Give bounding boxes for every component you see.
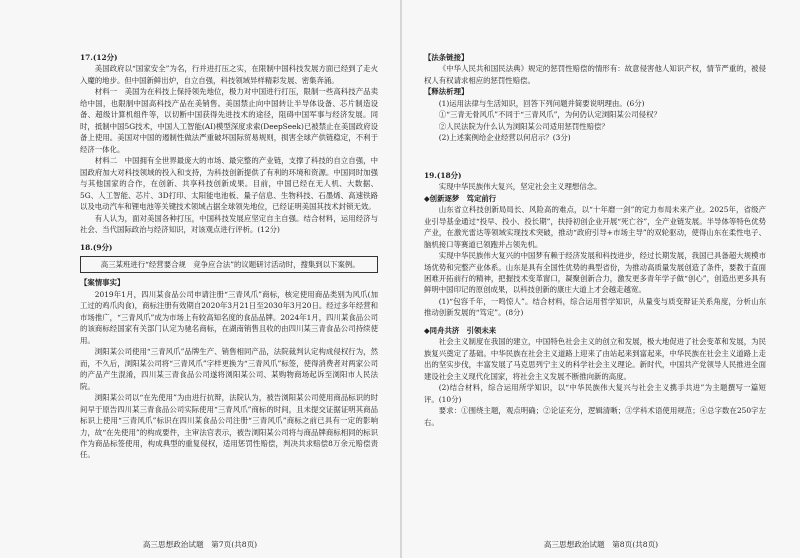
q19-intro: 实现中华民族伟大复兴，坚定社会主义理想信念。 <box>438 182 602 192</box>
q18-intro: 高三某班进行“经营要合规 竞争应合法”的议题研讨活动时，搜集到以下案例。 <box>100 259 360 269</box>
page-footer-right: 高三思想政治试题 第8页(共8页) <box>543 540 659 549</box>
analysis-question-2: (2)上述案例给企业经营以何启示？(3分) <box>438 133 571 143</box>
section-1-title: ◆创新逐梦 笃定前行 <box>424 193 497 203</box>
q17-material-2: 材料二 中国拥有全世界最庞大的市场、最完整的产业链，支撑了科技的自立自强，中国政府加大对科技领域的投入和支持，为科技创新提供了有利的环境和资源。中国同时加强与其他国家的合作，在创新、共享科技创新成果。目前，中国已经在无人机、大数据、5G、人工智能、芯片、3D打印、太阳能电池板、量子信息、生物科技、石墨烯、高速铁路以及电动汽车和锂电池等关键技术领域占据全球领先地位，已经证明美国其技术封锁无效。 <box>80 156 378 212</box>
analysis-question-1: (1)运用法律与生活知识，回答下列问题并简要说明理由。(6分) <box>438 98 645 108</box>
q17-question: 有人认为，面对美国各种打压，中国科技发展应坚定自主自强。结合材料，运用经济与社会、当代国际政治与经济知识，对该观点进行评析。(12分) <box>80 213 378 235</box>
q19-heading: 19.(18分) <box>424 170 462 180</box>
q18-heading: 18.(9分) <box>80 242 113 252</box>
q18-topic-box <box>80 256 378 273</box>
analysis-sub-1: ①“三青无骨风爪”不同于“三青风爪”，为何仍认定浏阳某公司侵权？ <box>438 110 661 120</box>
exam-page-8 <box>402 0 800 558</box>
analysis-sub-2: ②人民法院为什么认为浏阳某公司适用惩罚性赔偿？ <box>438 121 609 131</box>
case-paragraph-2: 浏阳某公司使用“三青风爪”品牌生产、销售相同产品，法院裁判认定构成侵权行为，然而，不久后，浏阳某公司将“三青风爪”字样更换为“三青风爪”标签，使得消费者对两家公司的产品产生混淆，四川某三青食品公司遂将浏阳某公司、某购物商场起诉至浏阳市人民法院。 <box>80 347 378 391</box>
case-facts-label: 【案情事实】 <box>80 278 125 288</box>
q17-intro: 美国政府以“国家安全”为名，行并进打压之实，在限制中国科技发展方面已经到了走火入魔的地步。但中国新鲜出炉，自立自强，科技领域异样精彩发展、密集奔涌。 <box>80 64 378 85</box>
q17-heading: 17.(12分) <box>80 53 118 62</box>
law-text: 《中华人民共和国民法典》规定的惩罚性赔偿的情形有：故意侵害他人知识产权，情节严重的，被侵权人有权请求相应的惩罚性赔偿。 <box>424 64 766 85</box>
case-paragraph-3: 浏阳某公司以“在先使用”为由进行抗辩，法院认为，被告浏阳某公司使用商品标识的时间早于原告四川某三青食品公司实际使用“三青风爪”商标的时间，且未提交证据证明其商品标识上使用“三青风爪”标识在四川某食品公司注册“三青风爪”商标之前已具有一定的影响力，故“在先使用”的构成要件，主审法官表示，被告浏阳某公司将与商品牌商标相同的标识作为商品标签使用，构成典型的重复侵权，适用惩罚性赔偿，判决共求赔偿8万余元赔偿责任。 <box>80 393 378 460</box>
analysis-label: 【释法析理】 <box>424 87 469 97</box>
law-link-label: 【法条链接】 <box>424 53 469 62</box>
section-2-title: ◆同舟共济 引领未来 <box>424 325 497 335</box>
section-2-para: 社会主义制度在我国的建立，中国特色社会主义的创立和发展，极大地促进了社会变革和发展，为民族复兴奠定了基础。中华民族在社会主义道路上迎来了由站起来到富起来，中华民族在社会主义道路上走出的坚实步伐，丰富发展了马克思列宁主义的科学社会主义理论。新时代，中国共产党领导人民推进全面建设社会主义现代化国家，将社会主义发展不断推向新的高度。 <box>424 337 766 381</box>
section-1-para-1: 山东省立科技创新局局长、风险高的难点，以“十年磨一剑”的定力布局未来产业。2025年，省级产业引导基金通过“投早、投小、投长期”，扶持初创企业开展“死亡谷”，全产业链发展。半导体等特色优势产业，在激光雷达等领域实现技术突破，推动“政府引导+市场主导”的双轮驱动，使得山东在柔性电子、脑机接口等赛道已领跑并占领先机。 <box>424 205 766 249</box>
case-paragraph-1: 2019年1月，四川某食品公司申请注册“三青风爪”商标，核定使用商品类别为风爪(加工过的鸡爪肉食)，商标注册有效期自2020年3月21日至2030年3月20日。经过多年经营和市场推广，“三青风爪”成为市场上有较高知名度的食品品牌。2024年1月，四川某食品公司的该商标经国家有关部门认定为驰名商标，在湖南销售且收的由四川某三青食品公司持续使用。 <box>80 289 378 345</box>
section-2-question: (2)结合材料，综合运用所学知识，以“中华民族伟大复兴与社会主义携手共进”为主题撰写一篇短评。(10分) <box>424 383 766 404</box>
section-2-requirements: 要求：①围绕主题，观点明确；②论证充分，逻辑清晰；③学科术语使用规范；④总字数在250字左右。 <box>424 406 766 427</box>
page-footer-left: 高三思想政治试题 第7页(共8页) <box>142 540 258 549</box>
section-1-question: (1)“包容千年，一鸣惊人”。结合材料，综合运用哲学知识，从量变与质变辩证关系角度，分析山东推动创新发展的“笃定”。(8分) <box>424 296 766 318</box>
section-1-para-2: 实现中华民族伟大复兴的中国梦有赖于经济发展和科技进步，经过长期发展，我国已具备超大规模市场优势和完整产业体系。山东是具有全国性优势的典型省份，为推动高质量发展创造了条件，要教于直面困难开拓前行的精神，把握技术变革窗口，凝聚创新合力，激发更多青年学子做“创心”，创造出更多具有鲜明中国印记的原创成果，以科技创新的康庄大道上才会越走越宽。 <box>424 251 766 295</box>
q17-material-1: 材料一 美国为在科技上保持领先地位，极力对中国进行打压，限制一些高科技产品卖给中国，也限制中国高科技产品在美销售。美国禁止向中国转让半导体设备、芯片制造设备、超级计算机组件等，以切断中国获得先进技术的途径，阻碍中国军事与经济发展。同时，抵制中国5G技术，中国人工智能(AI)模型深度求索(DeepSeek)已被禁止在美国政府设备上使用。美国对中国的遏制性做法严重破坏国际贸易规则，损害全球产供链稳定，不利于经济一体化。 <box>80 87 378 154</box>
